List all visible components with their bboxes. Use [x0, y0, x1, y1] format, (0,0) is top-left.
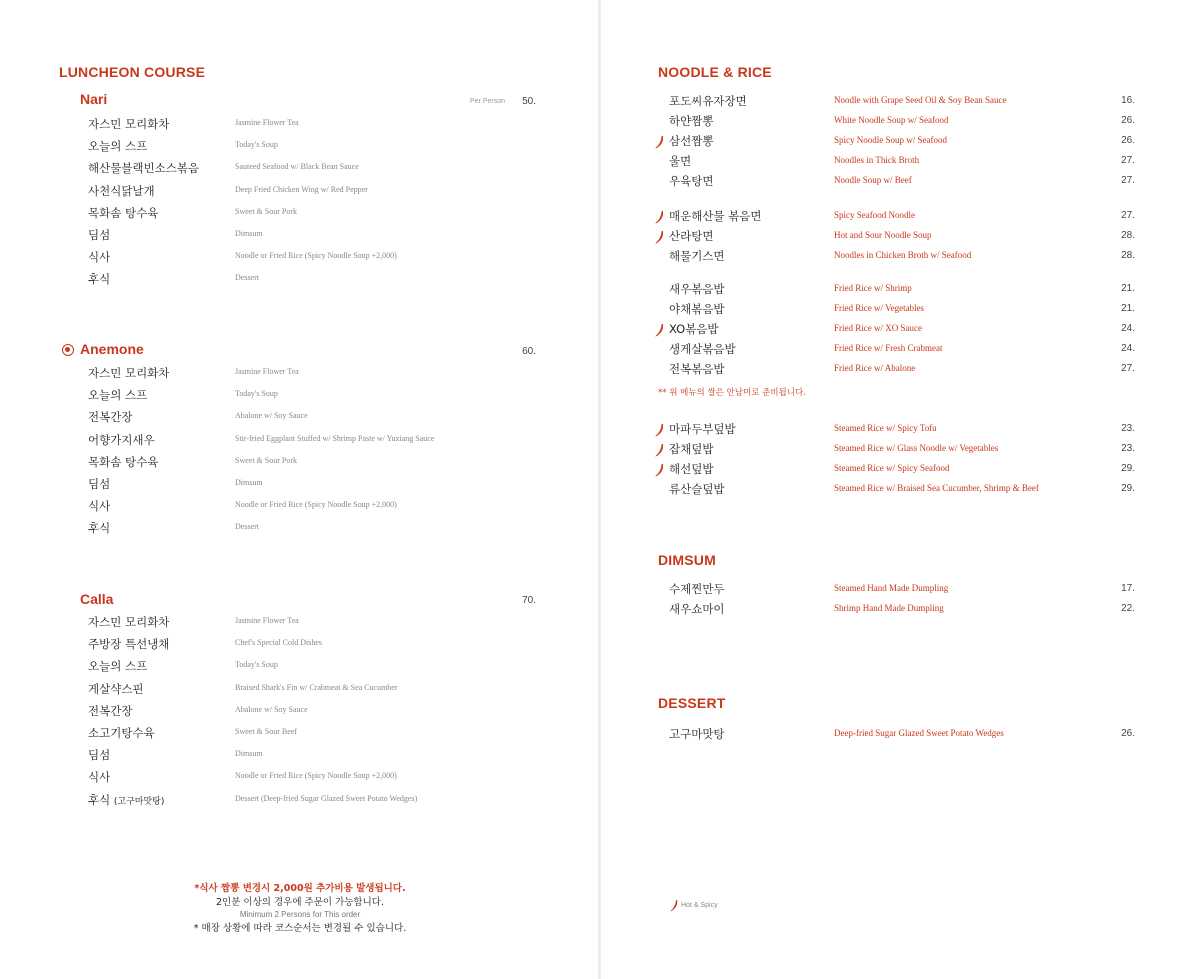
chili-pepper-icon [655, 443, 665, 457]
menu-item-name-ko: 류산슬덮밥 [669, 481, 725, 496]
menu-item-price: 22. [1121, 602, 1135, 614]
menu-item [655, 281, 1140, 301]
menu-item-name-ko: 삼선짬뽕 [669, 133, 714, 148]
menu-item-name-en: Shrimp Hand Made Dumpling [834, 602, 944, 613]
course-name-calla: Calla [80, 591, 114, 607]
course-item-name-ko [88, 636, 169, 652]
course-item-name-en: Stir-fried Eggplant Stuffed w/ Shrimp Paste w/ Yuxiang Sauce [235, 433, 435, 443]
course-item-name-en: Dessert [235, 273, 259, 283]
noodle-group-1 [655, 93, 1140, 192]
menu-item-price: 28. [1121, 249, 1135, 261]
course-item-name-ko [88, 387, 147, 403]
course-item-name-text: 사천식닭날개 [88, 183, 155, 198]
luncheon-course-title: LUNCHEON COURSE [59, 64, 206, 80]
noodle-group-2 [655, 208, 1140, 268]
course-item [88, 520, 548, 542]
course-item-name-text: 후식 [88, 272, 111, 287]
menu-item-price: 28. [1121, 229, 1135, 241]
course-order-note: * 매장 상황에 따라 코스순서는 변경될 수 있습니다. [193, 923, 407, 934]
menu-item-name-ko: 전복볶음밥 [669, 361, 725, 376]
menu-item-price: 26. [1121, 134, 1135, 146]
menu-item-name-ko: 새우쇼마이 [669, 601, 725, 616]
course-item [88, 703, 548, 725]
menu-item [655, 208, 1140, 228]
course-item-name-ko [88, 498, 110, 514]
course-item-name-ko [88, 476, 110, 492]
course-item-name-en: Noodle or Fried Rice (Spicy Noodle Soup +2,000) [235, 500, 397, 510]
menu-item-name-ko: 잡채덮밥 [669, 441, 714, 456]
chili-pepper-icon [655, 463, 665, 477]
course-item-name-text: 주방장 특선냉채 [88, 637, 170, 652]
course-item-name-en: Deep Fried Chicken Wing w/ Red Pepper [235, 184, 368, 194]
course-item-name-ko [88, 409, 132, 425]
course-item-name-ko [88, 365, 169, 381]
course-item-name-en: Braised Shark's Fin w/ Crabmeat & Sea Cucumber [235, 682, 398, 692]
legend-label: Hot & Spicy [681, 902, 718, 909]
menu-item-name-ko: 생게살볶음밥 [669, 341, 736, 356]
course-item-name-en: Chef's Special Cold Dishes [235, 638, 322, 648]
course-item-name-en: Dimsum [235, 477, 263, 487]
menu-item-name-ko: 고구마맛탕 [669, 727, 725, 741]
course-item-name-en: Jasmine Flower Tea [235, 367, 299, 376]
chili-pepper-icon [655, 230, 665, 244]
course-item-name-ko [88, 205, 158, 221]
menu-item [655, 228, 1140, 248]
dessert-title: DESSERT [658, 695, 726, 711]
menu-item-name-en: Deep-fried Sugar Glazed Sweet Potato Wedges [834, 728, 1004, 738]
course-item [88, 409, 548, 431]
per-person-label: Per Person [470, 98, 506, 105]
dimsum-list [655, 581, 1140, 621]
menu-item-name-ko: 하얀짬뽕 [669, 113, 714, 128]
course-item-name-ko [88, 681, 144, 697]
menu-item [655, 726, 1140, 746]
course-item-name-text: 자스민 모리화차 [88, 366, 170, 380]
course-item-name-text: 전복간장 [88, 703, 133, 718]
menu-item-name-en: Steamed Rice w/ Glass Noodle w/ Vegetables [834, 442, 999, 453]
menu-item-name-en: Spicy Noodle Soup w/ Seafood [834, 134, 947, 145]
menu-item-price: 27. [1121, 174, 1135, 186]
menu-item-name-en: Noodles in Chicken Broth w/ Seafood [834, 249, 972, 260]
course-item-name-ko [88, 792, 164, 808]
rice-note: ** 위 메뉴의 쌀은 안남미로 준비됩니다. [658, 388, 806, 398]
course-item [88, 227, 548, 249]
menu-item [655, 153, 1140, 173]
chili-pepper-icon [670, 899, 679, 912]
course-item-name-text: 식사 [88, 250, 111, 265]
course-item [88, 792, 548, 814]
chili-pepper-icon [655, 135, 665, 149]
course-item [88, 725, 548, 747]
course-item [88, 681, 548, 703]
course-item-name-en: Jasmine Flower Tea [235, 616, 299, 625]
menu-item-price: 24. [1121, 322, 1135, 334]
course-item-name-en: Sweet & Sour Beef [235, 726, 297, 736]
course-name-anemone: Anemone [80, 341, 144, 357]
course-item-name-text: 식사 [88, 499, 111, 514]
menu-item-name-ko: 새우볶음밥 [669, 282, 725, 296]
menu-item-name-en: White Noodle Soup w/ Seafood [834, 114, 949, 125]
menu-item-name-ko: 산라탕면 [669, 228, 714, 243]
menu-item [655, 441, 1140, 461]
course-price-calla: 70. [522, 595, 536, 606]
course-item-name-ko [88, 725, 155, 741]
course-item-name-ko [88, 249, 110, 265]
course-items-anemone [88, 365, 548, 543]
noodle-rice-title: NOODLE & RICE [658, 64, 772, 80]
menu-item-price: 29. [1121, 482, 1135, 494]
menu-item-price: 16. [1121, 95, 1135, 106]
menu-item-name-ko: 포도씨유자장면 [669, 94, 747, 108]
course-item [88, 138, 548, 160]
course-item-name-ko [88, 769, 110, 785]
course-item-name-text: 오늘의 스프 [88, 388, 148, 403]
course-item [88, 476, 548, 498]
course-item [88, 769, 548, 791]
course-item-name-text: 식사 [88, 770, 111, 785]
course-item-name-text: 해산물블랙빈소스볶음 [88, 161, 200, 176]
menu-item-price: 27. [1121, 210, 1135, 221]
course-item [88, 365, 548, 387]
menu-item-name-ko: 울면 [669, 153, 692, 168]
course-item [88, 432, 548, 454]
menu-item-price: 17. [1121, 583, 1135, 594]
course-item-name-text: 오늘의 스프 [88, 139, 148, 154]
course-price-nari: 50. [522, 96, 536, 107]
menu-item [655, 461, 1140, 481]
menu-item [655, 173, 1140, 193]
rice-bowl-group [655, 421, 1140, 501]
menu-item-price: 21. [1121, 302, 1135, 314]
course-item-name-ko [88, 747, 110, 763]
course-item [88, 205, 548, 227]
menu-item-price: 27. [1121, 362, 1135, 374]
menu-item-name-en: Steamed Rice w/ Braised Sea Cucumber, Shrimp & Beef [834, 482, 1039, 493]
menu-item-name-en: Steamed Hand Made Dumpling [834, 583, 949, 593]
course-item [88, 454, 548, 476]
course-item-name-ko [88, 160, 199, 176]
course-item-name-en: Today's Soup [235, 140, 278, 150]
course-item-name-en: Abalone w/ Soy Sauce [235, 704, 308, 714]
menu-item-price: 27. [1121, 154, 1135, 166]
course-item-name-ko [88, 454, 158, 470]
course-item-name-text: 게살샥스핀 [88, 681, 144, 696]
noodle-change-note: *식사 짬뽕 변경시 2,000원 추가비용 발생됩니다. [194, 883, 406, 894]
course-item-name-ko [88, 520, 110, 536]
left-menu-page [0, 0, 598, 979]
menu-item-name-en: Noodles in Thick Broth [834, 154, 920, 165]
course-item-name-en: Today's Soup [235, 660, 278, 670]
menu-item [655, 113, 1140, 133]
menu-item-name-ko: 해물기스면 [669, 248, 725, 263]
course-item [88, 636, 548, 658]
menu-item-name-en: Fried Rice w/ Abalone [834, 362, 916, 373]
course-item [88, 614, 548, 636]
menu-item-price: 23. [1121, 442, 1135, 454]
course-item-name-text: 딤섬 [88, 476, 111, 491]
course-item-name-en: Dessert (Deep-fried Sugar Glazed Sweet Potato Wedges) [235, 793, 418, 803]
menu-item [655, 133, 1140, 153]
menu-item-name-en: Steamed Rice w/ Spicy Seafood [834, 462, 950, 473]
menu-item [655, 581, 1140, 601]
minimum-order-note: 2인분 이상의 경우에 주문이 가능합니다. [216, 897, 384, 908]
menu-item [655, 601, 1140, 621]
course-item-name-text: 후식 [88, 792, 111, 807]
course-item-name-en: Noodle or Fried Rice (Spicy Noodle Soup +2,000) [235, 251, 397, 261]
course-item-name-ko [88, 271, 110, 287]
dessert-list [655, 726, 1140, 746]
course-item-name-en: Dessert [235, 522, 259, 532]
menu-item-price: 26. [1121, 114, 1135, 126]
course-item-name-en: Noodle or Fried Rice (Spicy Noodle Soup +2,000) [235, 771, 397, 781]
luncheon-footer-notes [150, 882, 450, 938]
course-item-name-text: 소고기탕수육 [88, 725, 155, 740]
course-name-nari: Nari [80, 91, 108, 107]
course-items-nari [88, 116, 548, 294]
course-item [88, 498, 548, 520]
menu-item-price: 29. [1121, 462, 1135, 474]
course-item-name-ko [88, 183, 155, 199]
course-item-name-text: 목화솜 탕수육 [88, 205, 159, 220]
menu-item [655, 481, 1140, 501]
course-item-name-en: Sweet & Sour Pork [235, 206, 297, 216]
course-item-name-ko [88, 227, 110, 243]
course-item [88, 183, 548, 205]
menu-item [655, 321, 1140, 341]
menu-item-price: 21. [1121, 283, 1135, 294]
menu-item-name-en: Fried Rice w/ XO Sauce [834, 322, 922, 333]
course-items-calla [88, 614, 548, 814]
menu-item-name-ko: 마파두부덮밥 [669, 422, 736, 436]
menu-item-name-ko: 매운해산물 볶음면 [669, 209, 762, 223]
course-item-name-en: Jasmine Flower Tea [235, 118, 299, 127]
chili-pepper-icon [655, 423, 665, 437]
menu-item-price: 24. [1121, 342, 1135, 354]
menu-item-name-en: Fried Rice w/ Fresh Crabmeat [834, 342, 943, 353]
course-item [88, 116, 548, 138]
menu-item [655, 93, 1140, 113]
menu-item [655, 248, 1140, 268]
course-item-name-ko [88, 432, 155, 448]
course-item-name-text: 후식 [88, 521, 111, 536]
course-item-name-en: Sauteed Seafood w/ Black Bean Sauce [235, 162, 359, 172]
menu-item-name-ko: 수제찐만두 [669, 582, 725, 596]
chili-pepper-icon [655, 210, 665, 224]
course-item-name-note: (고구마맛탕) [113, 796, 165, 807]
menu-item-name-en: Hot and Sour Noodle Soup [834, 229, 932, 240]
menu-item-name-en: Noodle Soup w/ Beef [834, 174, 912, 185]
minimum-order-note-en: Minimum 2 Persons for This order [239, 910, 361, 919]
menu-item-price: 26. [1121, 728, 1135, 739]
course-item-name-ko [88, 658, 147, 674]
course-item-name-en: Dimsum [235, 228, 263, 238]
menu-item-price: 23. [1121, 423, 1135, 434]
course-item-name-ko [88, 116, 169, 132]
course-item-name-text: 딤섬 [88, 227, 111, 242]
course-item-name-text: 자스민 모리화차 [88, 117, 170, 131]
course-item [88, 747, 548, 769]
course-item-name-text: 전복간장 [88, 410, 133, 425]
course-item-name-text: 목화솜 탕수육 [88, 454, 159, 469]
menu-item-name-en: Steamed Rice w/ Spicy Tofu [834, 423, 937, 433]
course-item-name-ko [88, 703, 132, 719]
course-item-name-en: Today's Soup [235, 389, 278, 399]
course-item-name-en: Abalone w/ Soy Sauce [235, 411, 308, 421]
menu-item [655, 421, 1140, 441]
course-item-name-ko [88, 614, 169, 630]
menu-item [655, 301, 1140, 321]
menu-item-name-en: Spicy Seafood Noodle [834, 210, 915, 220]
menu-item-name-en: Fried Rice w/ Vegetables [834, 302, 925, 313]
course-item-name-text: 오늘의 스프 [88, 659, 148, 674]
course-price-anemone: 60. [522, 346, 536, 357]
course-item-name-text: 자스민 모리화차 [88, 615, 170, 629]
course-item-name-ko [88, 138, 147, 154]
menu-item-name-ko: 우육탕면 [669, 173, 714, 188]
chili-pepper-icon [655, 323, 665, 337]
course-item-name-text: 어향가지새우 [88, 432, 155, 447]
menu-item-name-ko: 해선덮밥 [669, 461, 714, 476]
course-item-name-text: 딤섬 [88, 748, 111, 763]
menu-item-name-en: Noodle with Grape Seed Oil & Soy Bean Sauce [834, 95, 1007, 105]
course-item [88, 387, 548, 409]
course-item [88, 271, 548, 293]
course-item-name-en: Sweet & Sour Pork [235, 455, 297, 465]
menu-item-name-ko: 야채볶음밥 [669, 301, 725, 316]
course-item-name-en: Dimsum [235, 749, 263, 759]
menu-item-name-ko: XO볶음밥 [669, 321, 719, 336]
course-item [88, 249, 548, 271]
menu-item-name-en: Fried Rice w/ Shrimp [834, 283, 912, 293]
course-item [88, 658, 548, 680]
selected-course-marker-icon [62, 344, 74, 356]
fried-rice-group [655, 281, 1140, 380]
menu-item [655, 341, 1140, 361]
dimsum-title: DIMSUM [658, 552, 716, 568]
menu-item [655, 361, 1140, 381]
course-item [88, 160, 548, 182]
